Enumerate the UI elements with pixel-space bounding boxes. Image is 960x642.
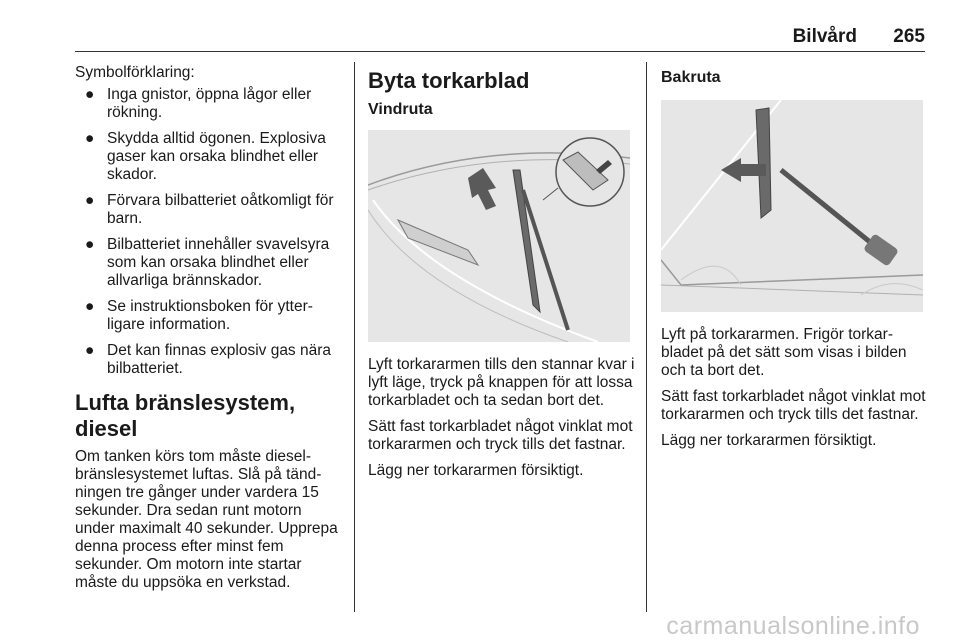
list-item: ● Skydda alltid ögonen. Explosiva gaser kan orsaka blindhet eller skador. [85, 130, 326, 183]
column-divider-left [354, 62, 355, 612]
page-header [75, 22, 925, 52]
windscreen-wiper-drawing [368, 130, 630, 342]
rear-step-2: Sätt fast torkarbladet något vinklat mot torkararmen och tryck tills det fastnar. [661, 388, 926, 423]
windscreen-step-1: Lyft torkararmen tills den stannar kvar i lyft läge, tryck på knappen för att lossa torkarbladet och ta sedan bort det. [368, 356, 635, 409]
bullet-icon: ● [85, 130, 95, 147]
symbol-legend-list [75, 86, 345, 378]
windscreen-step-2: Sätt fast torkarbladet något vinklat mot torkararmen och tryck tills det fastnar. [368, 418, 633, 453]
symbol-legend-intro: Symbolförklaring: [75, 64, 195, 81]
bullet-icon: ● [85, 236, 95, 253]
subheading-rear-window: Bakruta [661, 69, 721, 86]
windscreen-wiper-illustration [368, 130, 630, 342]
list-item: ● Se instruktionsboken för ytterligare information. [85, 298, 313, 333]
fuel-bleed-body: Om tanken körs tom måste dieselbränslesystemet luftas. Slå på tändningen tre gånger under vardera 15 sekunder. Dra sedan runt motorn under maximalt 40 sekunder. Upprepa denna process efter minst fem sekunder. Om motorn inte startar måste du uppsöka en verkstad. [75, 448, 338, 591]
list-item: ● Inga gnistor, öppna lågor eller rökning. [85, 86, 312, 121]
windscreen-step-3: Lägg ner torkararmen försiktigt. [368, 462, 584, 479]
rear-wiper-illustration [661, 100, 923, 312]
section-heading-fuel-bleed: Lufta bränslesystem, diesel [75, 390, 296, 441]
list-item: ● Förvara bilbatteriet oåtkomligt för barn. [85, 192, 334, 227]
page-number: 265 [893, 26, 925, 47]
column-middle [368, 64, 636, 488]
subheading-windscreen: Vindruta [368, 101, 433, 118]
rear-wiper-drawing [661, 100, 923, 312]
column-left [75, 64, 345, 600]
section-heading-wiper: Byta torkarblad [368, 68, 530, 93]
rear-step-1: Lyft på torkararmen. Frigör torkarbladet på det sätt som visas i bilden och ta bort det. [661, 326, 907, 379]
bullet-icon: ● [85, 298, 95, 315]
column-right [661, 64, 926, 458]
section-title: Bilvård [792, 26, 857, 47]
watermark: carmanualsonline.info [666, 612, 920, 640]
bullet-icon: ● [85, 192, 95, 209]
list-item: ● Det kan finnas explosiv gas nära bilbatteriet. [85, 342, 332, 377]
bullet-icon: ● [85, 86, 95, 103]
list-item: ● Bilbatteriet innehåller svavelsyra som kan orsaka blindhet eller allvarliga brännskador. [85, 236, 330, 289]
bullet-icon: ● [85, 342, 95, 359]
column-divider-right [646, 62, 647, 612]
rear-step-3: Lägg ner torkararmen försiktigt. [661, 432, 877, 449]
